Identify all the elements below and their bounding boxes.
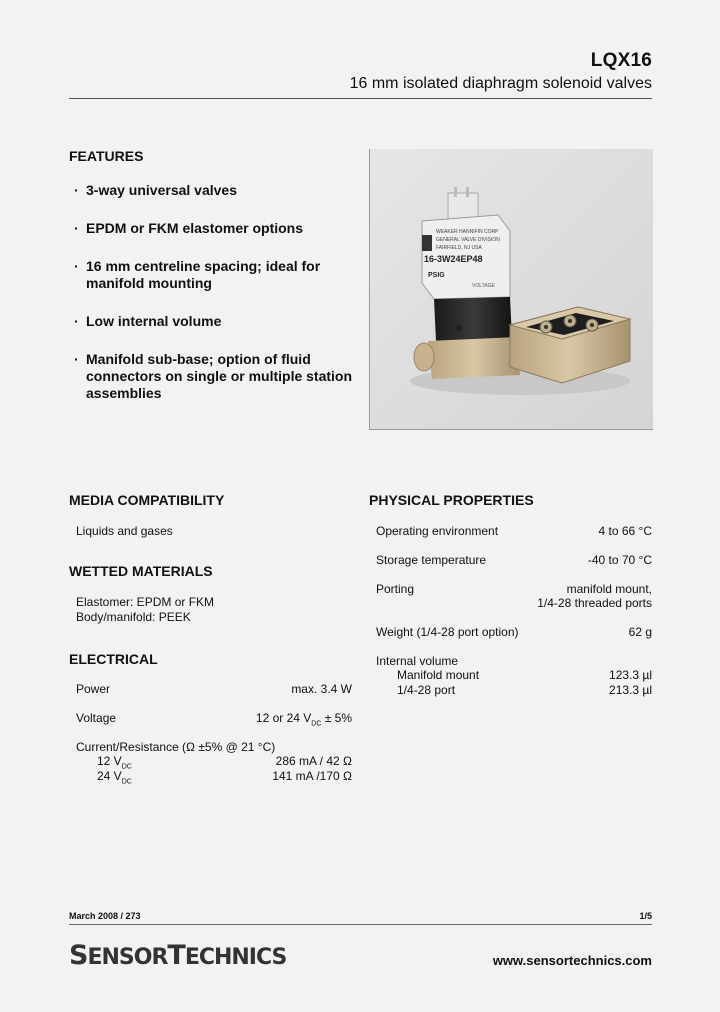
wetted-line-1: Elastomer: EPDM or FKM bbox=[76, 595, 215, 609]
cr-12v-sub: DC bbox=[121, 763, 132, 771]
feature-line: assemblies bbox=[86, 385, 162, 401]
wetted-line-2: Body/manifold: PEEK bbox=[76, 610, 191, 624]
logo-ensor: ENSOR bbox=[87, 945, 168, 970]
port-volume-value: 213.3 µl bbox=[609, 683, 652, 697]
voltage-value-b: ± 5% bbox=[321, 711, 352, 725]
photo-label-line1: WEAKER HANNIFIN CORP bbox=[436, 229, 499, 235]
footer-url[interactable]: www.sensortechnics.com bbox=[492, 953, 652, 968]
photo-part-number: 16-3W24EP48 bbox=[424, 254, 483, 264]
logo-t: T bbox=[167, 940, 185, 971]
power-value: max. 3.4 W bbox=[291, 682, 352, 696]
feature-line: EPDM or FKM elastomer options bbox=[86, 220, 304, 236]
bullet-icon: · bbox=[74, 182, 79, 198]
feature-text bbox=[86, 220, 361, 237]
cr-24v-sub: DC bbox=[121, 778, 132, 786]
voltage-sub: DC bbox=[311, 720, 322, 728]
storage-value: -40 to 70 °C bbox=[587, 553, 652, 567]
logo-echnics: ECHNICS bbox=[184, 945, 287, 970]
weight-label: Weight (1/4-28 port option) bbox=[376, 625, 519, 639]
feature-line: Manifold sub-base; option of fluid bbox=[86, 351, 311, 367]
logo-s: S bbox=[69, 940, 88, 971]
manifold-mount-label: Manifold mount bbox=[397, 668, 480, 682]
voltage-value bbox=[256, 711, 352, 727]
cr-12v-text: 12 V bbox=[97, 754, 122, 768]
valve-illustration bbox=[370, 149, 653, 429]
feature-line: Low internal volume bbox=[86, 313, 222, 329]
voltage-label: Voltage bbox=[76, 711, 117, 725]
page-title: LQX16 bbox=[590, 50, 652, 71]
features-heading: FEATURES bbox=[69, 148, 144, 164]
footer-rule bbox=[69, 924, 652, 925]
manifold-mount-value: 123.3 µl bbox=[609, 668, 652, 682]
bullet-icon: · bbox=[74, 351, 79, 367]
footer-date: March 2008 / 273 bbox=[69, 911, 141, 921]
current-resistance-label: Current/Resistance (Ω ±5% @ 21 °C) bbox=[76, 740, 276, 754]
feature-item bbox=[74, 351, 364, 402]
cr-24v-text: 24 V bbox=[97, 769, 122, 783]
page-subtitle: 16 mm isolated diaphragm solenoid valves bbox=[349, 75, 652, 92]
port-volume-label: 1/4-28 port bbox=[397, 683, 456, 697]
cr-row-12v-label bbox=[97, 754, 132, 770]
photo-psig: PSIG bbox=[428, 272, 445, 279]
feature-item bbox=[74, 220, 364, 237]
bullet-icon: · bbox=[74, 313, 79, 329]
feature-item bbox=[74, 313, 364, 330]
weight-value: 62 g bbox=[628, 625, 652, 639]
photo-label-line3: FAIRFIELD, NJ USA bbox=[436, 245, 482, 251]
bullet-icon: · bbox=[74, 220, 79, 236]
cr-row-12v-value: 286 mA / 42 Ω bbox=[275, 754, 352, 768]
electrical-heading: ELECTRICAL bbox=[69, 651, 158, 667]
feature-line: manifold mounting bbox=[86, 275, 212, 291]
sensortechnics-logo bbox=[69, 940, 286, 971]
wetted-heading: WETTED MATERIALS bbox=[69, 563, 213, 579]
header-rule bbox=[69, 98, 652, 99]
physical-heading: PHYSICAL PROPERTIES bbox=[369, 492, 534, 508]
photo-label-line2: GENERAL VALVE DIVISION bbox=[436, 237, 500, 243]
feature-line: connectors on single or multiple station bbox=[86, 368, 353, 384]
footer-page: 1/5 bbox=[639, 911, 652, 921]
feature-line: 16 mm centreline spacing; ideal for bbox=[86, 258, 321, 274]
op-env-value: 4 to 66 °C bbox=[598, 524, 652, 538]
power-label: Power bbox=[76, 682, 111, 696]
media-text: Liquids and gases bbox=[76, 524, 173, 538]
storage-label: Storage temperature bbox=[376, 553, 487, 567]
product-photo bbox=[369, 149, 653, 430]
cr-row-24v-label bbox=[97, 769, 132, 785]
feature-text bbox=[86, 351, 361, 402]
cr-row-24v-value: 141 mA /170 Ω bbox=[272, 769, 352, 783]
voltage-value-a: 12 or 24 V bbox=[255, 711, 312, 725]
feature-item bbox=[74, 182, 364, 199]
feature-text bbox=[86, 182, 361, 199]
op-env-label: Operating environment bbox=[376, 524, 499, 538]
feature-line: 3-way universal valves bbox=[86, 182, 237, 198]
porting-value-2: 1/4-28 threaded ports bbox=[537, 596, 652, 610]
photo-voltage: VOLTAGE bbox=[472, 283, 495, 289]
media-heading: MEDIA COMPATIBILITY bbox=[69, 492, 225, 508]
internal-volume-label: Internal volume bbox=[376, 654, 459, 668]
porting-label: Porting bbox=[376, 582, 415, 596]
bullet-icon: · bbox=[74, 258, 79, 274]
feature-item bbox=[74, 258, 364, 292]
porting-value-1: manifold mount, bbox=[566, 582, 652, 596]
feature-text bbox=[86, 313, 361, 330]
feature-text bbox=[86, 258, 361, 292]
